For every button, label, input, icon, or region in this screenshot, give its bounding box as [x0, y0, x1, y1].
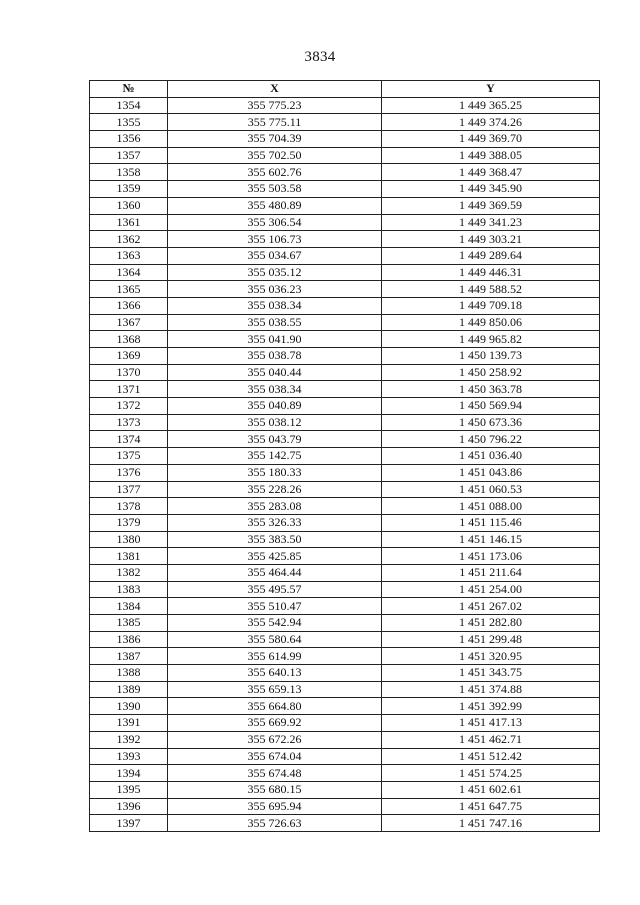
cell-num: 1386: [90, 631, 168, 648]
cell-x: 355 669.92: [168, 715, 382, 732]
cell-x: 355 035.12: [168, 264, 382, 281]
cell-x: 355 542.94: [168, 615, 382, 632]
cell-num: 1390: [90, 698, 168, 715]
cell-y: 1 450 258.92: [382, 364, 600, 381]
cell-y: 1 449 965.82: [382, 331, 600, 348]
cell-num: 1355: [90, 114, 168, 131]
cell-num: 1389: [90, 681, 168, 698]
cell-num: 1370: [90, 364, 168, 381]
table-row: [90, 731, 600, 748]
cell-x: 355 775.23: [168, 97, 382, 114]
cell-num: 1384: [90, 598, 168, 615]
table-body: [90, 97, 600, 831]
table-row: [90, 631, 600, 648]
cell-y: 1 449 303.21: [382, 231, 600, 248]
cell-y: 1 449 368.47: [382, 164, 600, 181]
table-header: [90, 81, 600, 98]
cell-x: 355 283.08: [168, 498, 382, 515]
cell-x: 355 180.33: [168, 464, 382, 481]
cell-x: 355 041.90: [168, 331, 382, 348]
table-row: [90, 431, 600, 448]
cell-x: 355 038.12: [168, 414, 382, 431]
cell-x: 355 602.76: [168, 164, 382, 181]
cell-x: 355 695.94: [168, 798, 382, 815]
cell-num: 1371: [90, 381, 168, 398]
cell-num: 1366: [90, 297, 168, 314]
table-row: [90, 798, 600, 815]
cell-num: 1387: [90, 648, 168, 665]
cell-x: 355 674.48: [168, 765, 382, 782]
table-row: [90, 481, 600, 498]
cell-x: 355 704.39: [168, 131, 382, 148]
cell-num: 1395: [90, 781, 168, 798]
cell-num: 1397: [90, 815, 168, 832]
cell-num: 1365: [90, 281, 168, 298]
cell-num: 1376: [90, 464, 168, 481]
cell-num: 1373: [90, 414, 168, 431]
table-row: [90, 498, 600, 515]
header-y: Y: [382, 81, 600, 98]
cell-x: 355 425.85: [168, 548, 382, 565]
cell-y: 1 450 363.78: [382, 381, 600, 398]
table-row: [90, 247, 600, 264]
cell-num: 1360: [90, 197, 168, 214]
coordinates-table: [89, 80, 600, 832]
table-row: [90, 781, 600, 798]
cell-num: 1369: [90, 348, 168, 365]
table-row: [90, 765, 600, 782]
cell-num: 1368: [90, 331, 168, 348]
header-row: [90, 81, 600, 98]
cell-x: 355 034.67: [168, 247, 382, 264]
cell-num: 1367: [90, 314, 168, 331]
cell-num: 1379: [90, 514, 168, 531]
table-row: [90, 715, 600, 732]
cell-num: 1396: [90, 798, 168, 815]
cell-x: 355 664.80: [168, 698, 382, 715]
cell-y: 1 449 374.26: [382, 114, 600, 131]
cell-y: 1 449 369.59: [382, 197, 600, 214]
table-row: [90, 581, 600, 598]
cell-y: 1 451 320.95: [382, 648, 600, 665]
cell-x: 355 038.55: [168, 314, 382, 331]
cell-num: 1375: [90, 448, 168, 465]
cell-x: 355 672.26: [168, 731, 382, 748]
cell-y: 1 451 282.80: [382, 615, 600, 632]
cell-num: 1394: [90, 765, 168, 782]
table-row: [90, 97, 600, 114]
table-row: [90, 231, 600, 248]
cell-num: 1354: [90, 97, 168, 114]
cell-y: 1 449 709.18: [382, 297, 600, 314]
cell-y: 1 451 417.13: [382, 715, 600, 732]
cell-num: 1391: [90, 715, 168, 732]
cell-y: 1 450 569.94: [382, 398, 600, 415]
cell-y: 1 451 211.64: [382, 564, 600, 581]
cell-y: 1 451 060.53: [382, 481, 600, 498]
cell-num: 1392: [90, 731, 168, 748]
table-row: [90, 448, 600, 465]
cell-num: 1362: [90, 231, 168, 248]
cell-x: 355 326.33: [168, 514, 382, 531]
cell-x: 355 306.54: [168, 214, 382, 231]
cell-y: 1 451 512.42: [382, 748, 600, 765]
table-row: [90, 548, 600, 565]
table-row: [90, 748, 600, 765]
cell-y: 1 451 036.40: [382, 448, 600, 465]
cell-x: 355 040.89: [168, 398, 382, 415]
cell-x: 355 510.47: [168, 598, 382, 615]
table-row: [90, 681, 600, 698]
table-row: [90, 464, 600, 481]
cell-y: 1 451 267.02: [382, 598, 600, 615]
cell-y: 1 451 747.16: [382, 815, 600, 832]
cell-num: 1388: [90, 665, 168, 682]
cell-y: 1 451 343.75: [382, 665, 600, 682]
cell-num: 1380: [90, 531, 168, 548]
cell-y: 1 451 392.99: [382, 698, 600, 715]
cell-x: 355 580.64: [168, 631, 382, 648]
cell-x: 355 383.50: [168, 531, 382, 548]
table-row: [90, 314, 600, 331]
cell-y: 1 451 574.25: [382, 765, 600, 782]
header-x: X: [168, 81, 382, 98]
cell-num: 1381: [90, 548, 168, 565]
cell-x: 355 503.58: [168, 181, 382, 198]
table-row: [90, 164, 600, 181]
cell-num: 1393: [90, 748, 168, 765]
table-row: [90, 114, 600, 131]
table-row: [90, 331, 600, 348]
cell-y: 1 451 602.61: [382, 781, 600, 798]
cell-num: 1383: [90, 581, 168, 598]
page-number: 3834: [304, 49, 336, 65]
table-row: [90, 648, 600, 665]
table-row: [90, 264, 600, 281]
table-row: [90, 514, 600, 531]
cell-num: 1382: [90, 564, 168, 581]
table-row: [90, 348, 600, 365]
cell-x: 355 043.79: [168, 431, 382, 448]
cell-y: 1 451 146.15: [382, 531, 600, 548]
cell-y: 1 449 369.70: [382, 131, 600, 148]
cell-x: 355 495.57: [168, 581, 382, 598]
cell-y: 1 451 647.75: [382, 798, 600, 815]
cell-num: 1374: [90, 431, 168, 448]
table-row: [90, 598, 600, 615]
cell-y: 1 451 043.86: [382, 464, 600, 481]
cell-y: 1 449 345.90: [382, 181, 600, 198]
table-row: [90, 364, 600, 381]
cell-y: 1 451 374.88: [382, 681, 600, 698]
cell-y: 1 451 173.06: [382, 548, 600, 565]
cell-x: 355 726.63: [168, 815, 382, 832]
cell-y: 1 451 115.46: [382, 514, 600, 531]
table-row: [90, 815, 600, 832]
cell-x: 355 464.44: [168, 564, 382, 581]
cell-x: 355 702.50: [168, 147, 382, 164]
cell-num: 1357: [90, 147, 168, 164]
table-row: [90, 181, 600, 198]
table-row: [90, 147, 600, 164]
cell-x: 355 038.34: [168, 381, 382, 398]
table-row: [90, 297, 600, 314]
cell-num: 1378: [90, 498, 168, 515]
table-row: [90, 381, 600, 398]
cell-x: 355 036.23: [168, 281, 382, 298]
cell-x: 355 106.73: [168, 231, 382, 248]
cell-num: 1359: [90, 181, 168, 198]
cell-y: 1 450 673.36: [382, 414, 600, 431]
cell-x: 355 040.44: [168, 364, 382, 381]
table-row: [90, 665, 600, 682]
cell-x: 355 775.11: [168, 114, 382, 131]
cell-y: 1 450 796.22: [382, 431, 600, 448]
cell-x: 355 038.78: [168, 348, 382, 365]
cell-num: 1363: [90, 247, 168, 264]
cell-num: 1372: [90, 398, 168, 415]
cell-num: 1385: [90, 615, 168, 632]
cell-y: 1 449 588.52: [382, 281, 600, 298]
cell-y: 1 449 289.64: [382, 247, 600, 264]
table-row: [90, 414, 600, 431]
cell-num: 1358: [90, 164, 168, 181]
cell-x: 355 659.13: [168, 681, 382, 698]
cell-x: 355 640.13: [168, 665, 382, 682]
table-row: [90, 214, 600, 231]
table-row: [90, 564, 600, 581]
cell-y: 1 451 299.48: [382, 631, 600, 648]
cell-x: 355 480.89: [168, 197, 382, 214]
table-row: [90, 531, 600, 548]
cell-y: 1 449 388.05: [382, 147, 600, 164]
cell-x: 355 614.99: [168, 648, 382, 665]
cell-num: 1364: [90, 264, 168, 281]
cell-x: 355 680.15: [168, 781, 382, 798]
cell-num: 1356: [90, 131, 168, 148]
header-num: №: [90, 81, 168, 98]
cell-y: 1 449 446.31: [382, 264, 600, 281]
cell-y: 1 451 462.71: [382, 731, 600, 748]
table-row: [90, 698, 600, 715]
cell-x: 355 228.26: [168, 481, 382, 498]
cell-y: 1 451 254.00: [382, 581, 600, 598]
cell-num: 1377: [90, 481, 168, 498]
table-row: [90, 281, 600, 298]
cell-x: 355 142.75: [168, 448, 382, 465]
table-row: [90, 197, 600, 214]
cell-y: 1 449 850.06: [382, 314, 600, 331]
cell-y: 1 451 088.00: [382, 498, 600, 515]
cell-x: 355 674.04: [168, 748, 382, 765]
table-row: [90, 615, 600, 632]
cell-y: 1 449 341.23: [382, 214, 600, 231]
cell-x: 355 038.34: [168, 297, 382, 314]
cell-y: 1 449 365.25: [382, 97, 600, 114]
cell-num: 1361: [90, 214, 168, 231]
table-row: [90, 131, 600, 148]
table-row: [90, 398, 600, 415]
cell-y: 1 450 139.73: [382, 348, 600, 365]
